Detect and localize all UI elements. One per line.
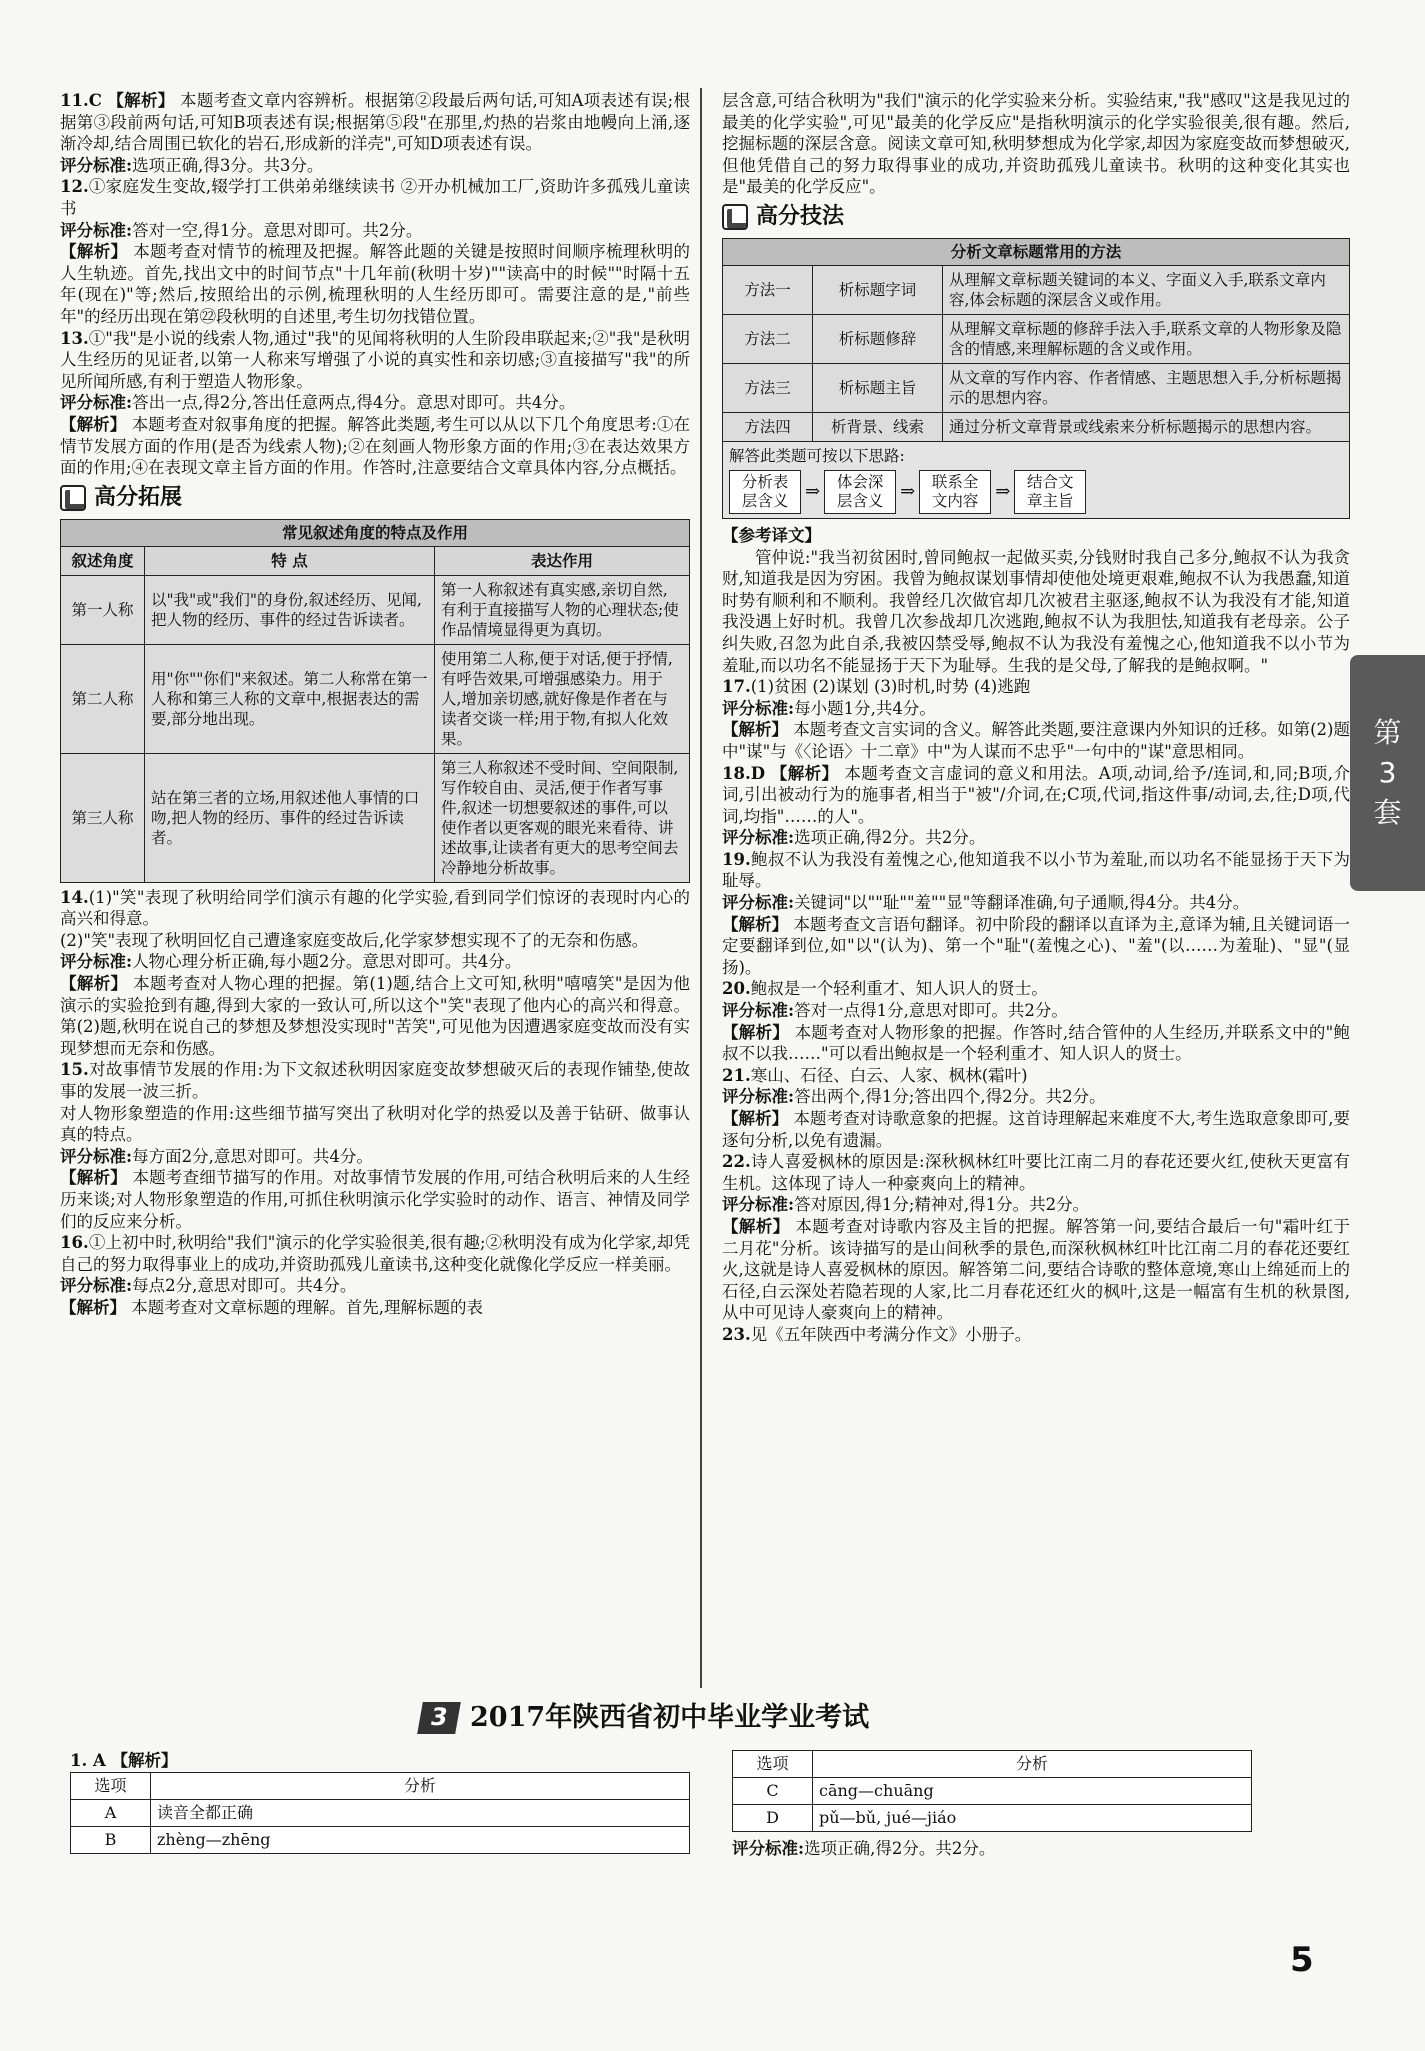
analysis-21: 【解析】 本题考查对诗歌意象的把握。这首诗理解起来难度不大,考生选取意象即可,要逐句分析,以免有遗漏。 [722, 1109, 1350, 1150]
table-row: 方法三 析标题主旨 从文章的写作内容、作者情感、主题思想入手,分析标题揭示的思想内容。 [723, 363, 1350, 412]
arrow-right-icon: ⇒ [805, 480, 821, 502]
score-15: 评分标准:每方面2分,意思对即可。共4分。 [60, 1146, 373, 1166]
answer-16: 16.①上初中时,秋明给"我们"演示的化学实验很美,很有趣;②秋明没有成为化学家,却凭自己的努力取得事业上的成功,并资助孤残儿童读书,这种变化就像化学反应一样美丽。 [60, 1233, 690, 1274]
table-row: D pǔ—bǔ, jué—jiáo [733, 1805, 1252, 1832]
analysis-22: 【解析】 本题考查对诗歌内容及主旨的把握。解答第一问,要结合最后一句"霜叶红于二月花"分析。该诗描写的是山间秋季的景色,而深秋枫林红叶比江南二月的春花还要红火,这就是诗人喜爱枫林的原因。解答第二问,要结合诗歌的整体意境,寒山上绵延而上的石径,白云深处若隐若现的人家,比二月春花还红火的枫叶,这是一幅富有生机的秋景图,从中可见诗人豪爽向上的精神。 [722, 1216, 1351, 1323]
answer-1-table-left: 选项 分析 A 读音全都正确 B zhèng—zhēng [70, 1772, 690, 1854]
exam-heading [420, 1702, 869, 1734]
analysis-12: 【解析】 本题考查对情节的梳理及把握。解答此题的关键是按照时间顺序梳理秋明的人生轨迹。首先,找出文中的时间节点"十几年前(秋明十岁)""读高中的时候""时隔十五年(现在)"等;然后,按照给出的示例,梳理秋明的人生经历即可。需要注意的是,"前些年"的经历出现在第㉒段秋明的自述里,考生切勿找错位置。 [60, 242, 691, 326]
answer-15-part2: 对人物形象塑造的作用:这些细节描写突出了秋明对化学的热爱以及善于钻研、做事认真的特点。 [60, 1103, 690, 1145]
answer-18: 18.D 【解析】 本题考查文言虚词的意义和用法。A项,动词,给予/连词,和,同;B项,介词,引出被动行为的施事者,相当于"被"/介词,在;C项,代词,指这件事/动词,去,往;D项,代词,均指"……的人"。 [722, 763, 1351, 826]
left-column [60, 90, 690, 1319]
right-column [722, 90, 1350, 1346]
answer-13: 13.①"我"是小说的线索人物,通过"我"的见闻将秋明的人生阶段串联起来;②"我"是秋明人生经历的见证者,以第一人称来写增强了小说的真实性和亲切感;③直接描写"我"的所见所闻所感,有利于塑造人物形象。 [60, 328, 690, 391]
answer-21: 21.寒山、石径、白云、人家、枫林(霜叶) [722, 1065, 1028, 1085]
answer-22: 22.诗人喜爱枫林的原因是:深秋枫林红叶要比江南二月的春花还要火红,使秋天更富有生机。这体现了诗人一种豪爽向上的精神。 [722, 1152, 1350, 1193]
table-row: 第二人称 用"你""你们"来叙述。第二人称常在第一人称和第三人称的文章中,根据表达的需要,部分地出现。 使用第二人称,便于对话,便于抒情,有呼告效果,可增强感染力。用于人,增加亲切感,就好像是作者在与读者交谈一样;用于物,有拟人化效果。 [61, 644, 690, 753]
analysis-13: 【解析】 本题考查对叙事角度的把握。解答此类题,考生可以从以下几个角度思考:①在情节发展方面的作用(是否为线索人物);②在刻画人物形象方面的作用;③在表达效果方面的作用;④在表现文章主旨方面的作用。作答时,注意要结合文章具体内容,分点概括。 [60, 414, 691, 478]
table-caption: 常见叙述角度的特点及作用 [61, 519, 690, 546]
score-20: 评分标准:答对一点得1分,意思对即可。共2分。 [722, 1001, 1068, 1021]
table-header: 叙述角度 [61, 546, 145, 575]
score-22: 评分标准:答对原因,得1分;精神对,得1分。共2分。 [722, 1195, 1090, 1215]
table-row: 第三人称 站在第三者的立场,用叙述他人事情的口吻,把人物的经历、事件的经过告诉读者。 第三人称叙述不受时间、空间限制,写作较自由、灵活,便于作者写事件,叙述一切想要叙述的事件,可以使作者以更客观的眼光来看待、讲述故事,让读者有更大的思考空间去冷静地分析故事。 [61, 753, 690, 882]
table-caption: 分析文章标题常用的方法 [723, 238, 1350, 265]
section-side-tab: 第 3 套 [1350, 655, 1425, 891]
flow-step: 结合文章主旨 [1014, 470, 1086, 514]
exam-title: 2017年陕西省初中毕业学业考试 [470, 1702, 870, 1734]
reference-translation: 管仲说:"我当初贫困时,曾同鲍叔一起做买卖,分钱财时我自己多分,鲍叔不认为我贪财,知道我是因为穷困。我曾为鲍叔谋划事情却使他处境更艰难,鲍叔不认为我愚蠢,知道时势有顺利和不顺利。我曾经几次做官却几次被君主驱逐,鲍叔不认为我没有才能,知道我没遇上好时机。我曾几次参战却几次逃跑,鲍叔不认为我胆怯,知道我有老母亲。公子纠失败,召忽为此自杀,我被囚禁受辱,鲍叔不认为我没有羞愧之心,他知道我不以小节为羞耻,而以功名不能显扬于天下为耻辱。生我的是父母,了解我的是鲍叔啊。" [722, 547, 1350, 675]
table-header: 表达作用 [435, 546, 690, 575]
answer-1-right [732, 1750, 1352, 1860]
score-12: 评分标准:答对一空,得1分。意思对即可。共2分。 [60, 220, 423, 240]
answer-19: 19.鲍叔不认为我没有羞愧之心,他知道我不以小节为羞耻,而以功名不能显扬于天下为耻辱。 [722, 849, 1350, 891]
analysis-16-continued: 层含意,可结合秋明为"我们"演示的化学实验来分析。实验结束,"我"感叹"这是我见过的最美的化学实验",可见"最美的化学反应"是指秋明演示的化学实验很美,很有趣。然后,挖掘标题的深层含意。阅读文章可知,秋明梦想成为化学家,却因为家庭变故而梦想破灭,但他凭借自己的努力取得事业的成功,并资助孤残儿童读书。秋明的这种变化其实也是"最美的化学反应"。 [722, 91, 1350, 197]
table-row: C cāng—chuāng [733, 1778, 1252, 1805]
analysis-17: 【解析】 本题考查文言实词的含义。解答此类题,要注意课内外知识的迁移。如第(2)题中"谋"与《〈论语〉十二章》中"为人谋而不忠乎"一句中的"谋"意思相同。 [722, 720, 1350, 761]
flow-step: 分析表层含义 [729, 470, 801, 514]
answer-20: 20.鲍叔是一个轻利重才、知人识人的贤士。 [722, 979, 1048, 999]
table-row: 第一人称 以"我"或"我们"的身份,叙述经历、见闻,把人物的经历、事件的经过告诉读者。 第一人称叙述有真实感,亲切自然,有利于直接描写人物的心理状态;使作品情境显得更为真切。 [61, 575, 690, 644]
analysis-16: 【解析】 本题考查对文章标题的理解。首先,理解标题的表 [60, 1297, 483, 1317]
answer-15: 15.对故事情节发展的作用:为下文叙述秋明因家庭变故梦想破灭后的表现作铺垫,使故事的发展一波三折。 [60, 1060, 690, 1102]
section-marker-icon [722, 204, 748, 230]
answer-23: 23.见《五年陕西中考满分作文》小册子。 [722, 1324, 1032, 1344]
answer-1-table-right: 选项 分析 C cāng—chuāng D pǔ—bǔ, jué—jiáo [732, 1750, 1252, 1832]
analysis-15: 【解析】 本题考查细节描写的作用。对故事情节发展的作用,可结合秋明后来的人生经历来谈;对人物形象塑造的作用,可抓住秋明演示化学实验时的动作、语言、神情及同学们的反应来分析。 [60, 1168, 690, 1231]
title-analysis-methods-table [722, 238, 1350, 519]
answer-12: 12.①家庭发生变故,辍学打工供弟弟继续读书 ②开办机械加工厂,资助许多孤残儿童读书 [60, 177, 690, 218]
table-header: 特 点 [145, 546, 435, 575]
analysis-19: 【解析】 本题考查文言语句翻译。初中阶段的翻译以直译为主,意译为辅,且关键词语一定要翻译到位,如"以"(认为)、第一个"耻"(羞愧之心)、"羞"(以……为羞耻)、"显"(显扬)。 [722, 914, 1350, 977]
answer-1-left [70, 1750, 690, 1854]
score-19: 评分标准:关键词"以""耻""羞""显"等翻译准确,句子通顺,得4分。共4分。 [722, 893, 1250, 913]
table-row: B zhèng—zhēng [71, 1826, 690, 1853]
page-number: 5 [1290, 1940, 1314, 1980]
section-heading-extension: 高分拓展 [60, 483, 690, 513]
score-17: 评分标准:每小题1分,共4分。 [722, 698, 936, 718]
answer-14-part2: (2)"笑"表现了秋明回忆自己遭逢家庭变故后,化学家梦想实现不了的无奈和伤感。 [60, 930, 649, 950]
analysis-20: 【解析】 本题考查对人物形象的把握。作答时,结合管仲的人生经历,并联系文中的"鲍叔不以我……"可以看出鲍叔是一个轻利重才、知人识人的贤士。 [722, 1022, 1350, 1064]
flow-step: 体会深层含义 [824, 470, 896, 514]
flow-label: 解答此类题可按以下思路: [729, 446, 905, 465]
score-1: 评分标准:选项正确,得2分。共2分。 [732, 1839, 996, 1858]
column-divider [700, 88, 702, 1688]
reference-translation-title: 【参考译文】 [722, 525, 821, 545]
score-18: 评分标准:选项正确,得2分。共2分。 [722, 828, 986, 848]
analysis-14: 【解析】 本题考查对人物心理的把握。第(1)题,结合上文可知,秋明"嘻嘻笑"是因为他演示的实验抢到有趣,得到大家的一致认可,所以这个"笑"表现了他内心的高兴和得意。第(2)题,秋明在说自己的梦想及梦想没实现时"苦笑",可见他为因遭遇家庭变故而没有实现梦想而无奈和伤感。 [60, 974, 690, 1058]
table-row: 方法一 析标题字词 从理解文章标题关键词的本义、字面义入手,联系文章内容,体会标题的深层含义或作用。 [723, 265, 1350, 314]
score-14: 评分标准:人物心理分析正确,每小题2分。意思对即可。共4分。 [60, 952, 522, 972]
arrow-right-icon: ⇒ [995, 480, 1011, 502]
arrow-right-icon: ⇒ [900, 480, 916, 502]
answer-flow [729, 470, 1343, 514]
section-marker-icon [60, 485, 86, 511]
answer-1-head: 1. A 【解析】 [70, 1751, 178, 1770]
table-row: 方法二 析标题修辞 从理解文章标题的修辞手法入手,联系文章的人物形象及隐含的情感,来理解标题的含义或作用。 [723, 314, 1350, 363]
answer-14: 14.(1)"笑"表现了秋明给同学们演示有趣的化学实验,看到同学们惊讶的表现时内心的高兴和得意。 [60, 887, 690, 929]
table-row: 方法四 析背景、线索 通过分析文章背景或线索来分析标题揭示的思想内容。 [723, 412, 1350, 441]
score-13: 评分标准:答出一点,得2分,答出任意两点,得4分。意思对即可。共4分。 [60, 393, 576, 413]
score-16: 评分标准:每点2分,意思对即可。共4分。 [60, 1276, 357, 1296]
narrative-perspective-table [60, 519, 690, 883]
table-row: A 读音全都正确 [71, 1799, 690, 1826]
exam-badge: 3 [417, 1702, 461, 1734]
section-heading-technique: 高分技法 [722, 202, 1350, 232]
answer-11: 11.C 【解析】 本题考查文章内容辨析。根据第②段最后两句话,可知A项表述有误;根据第③段前两句话,可知B项表述有误;根据第⑤段"在那里,灼热的岩浆由地幔向上涌,逐渐冷却,结合周围已软化的岩石,形成新的洋壳",可知D项表述有误。 [60, 91, 690, 154]
score-11: 评分标准:选项正确,得3分。共3分。 [60, 155, 324, 175]
answer-17: 17.(1)贫困 (2)谋划 (3)时机,时势 (4)逃跑 [722, 677, 1031, 697]
flow-step: 联系全文内容 [919, 470, 991, 514]
score-21: 评分标准:答出两个,得1分;答出四个,得2分。共2分。 [722, 1087, 1106, 1107]
